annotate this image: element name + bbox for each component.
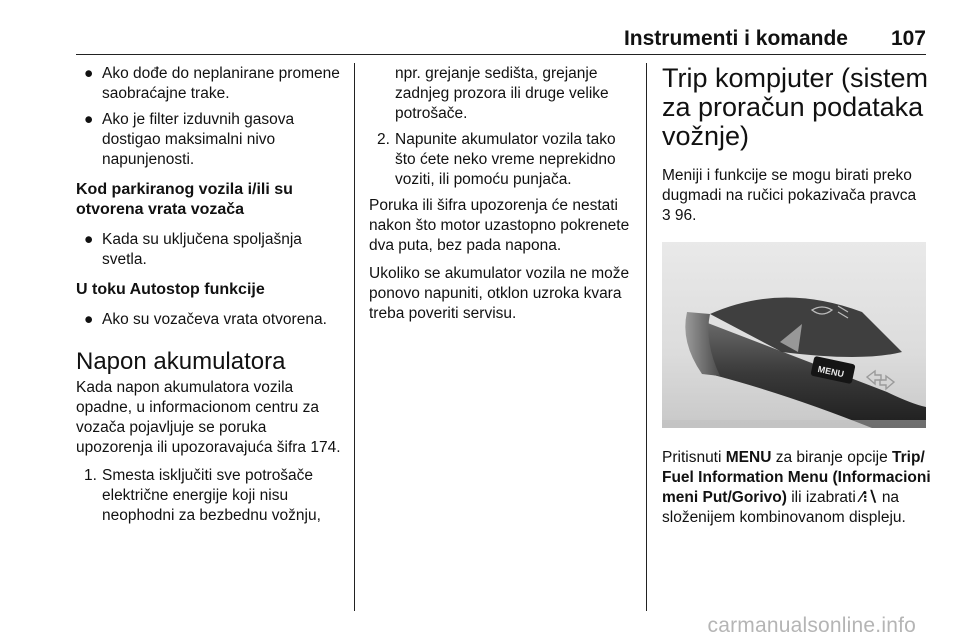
- header-title: Instrumenti i komande: [623, 27, 848, 50]
- menu-label: MENU: [725, 449, 772, 466]
- column-divider-1: [354, 63, 355, 611]
- bullet-icon: ●: [84, 111, 94, 128]
- step-2: 2. Napunite akumulator vozila tako što ćete neko vreme neprekidno voziti, ili pomoću punjača.: [377, 131, 616, 188]
- list-item: ● Kada su uključena spoljašnja svetla.: [84, 231, 302, 268]
- page-reference: 3 96.: [662, 207, 697, 224]
- menu-option-label: Trip/ Fuel Information Menu (Informacioni meni Put/Gorivo): [662, 449, 931, 506]
- menu-button-label: MENU: [816, 363, 845, 380]
- section-heading-trip-computer: Trip kompjuter (sistem za proračun podataka vožnje): [662, 63, 929, 151]
- bullet-icon: ●: [84, 311, 94, 328]
- intro-paragraph: Meniji i funkcije se mogu birati preko dugmadi na ručici pokazivača pravca 3 96.: [662, 167, 917, 224]
- battery-paragraph: Kada napon akumulatora vozila opadne, u informacionom centru za vozača pojavljuje se poruka upozorenja ili upozoravajuća šifra 174.: [76, 379, 341, 456]
- turn-signal-lever-photo: [662, 242, 926, 428]
- list-item: ● Ako dođe do neplanirane promene saobraćajne trake.: [84, 65, 340, 102]
- trip-symbol-icon: ⁄⁝∖: [860, 489, 878, 506]
- column-divider-2: [646, 63, 647, 611]
- column-1: [76, 64, 346, 532]
- page-number: 107: [890, 27, 926, 50]
- step-1-continued: npr. grejanje sedišta, grejanje zadnjeg prozora ili druge velike potrošače.: [395, 65, 609, 122]
- page-header: [76, 22, 926, 55]
- subheading-parked: Kod parkiranog vozila i/ili su otvorena vrata vozača: [76, 181, 293, 218]
- column-3: [662, 64, 932, 536]
- watermark: carmanualsonline.info: [707, 614, 916, 637]
- caption-paragraph: Pritisnuti MENU za biranje opcije Trip/ Fuel Information Menu (Informacioni meni Put/Gorivo) ili izabrati ⁄⁝∖ na složenijem kombinovanom displeju.: [662, 449, 931, 526]
- list-item: ● Ako je filter izduvnih gasova dostigao maksimalni nivo napunjenosti.: [84, 111, 295, 168]
- list-item: ● Ako su vozačeva vrata otvorena.: [84, 311, 327, 328]
- warning-paragraph: Poruka ili šifra upozorenja će nestati nakon što motor uzastopno pokrenete dva puta, bez pada napona.: [369, 197, 630, 254]
- column-2: [369, 64, 639, 332]
- step-1: 1. Smesta isključiti sve potrošače električne energije koji nisu neophodni za bezbednu vožnju,: [84, 467, 321, 524]
- bullet-icon: ●: [84, 231, 94, 248]
- bullet-icon: ●: [84, 65, 94, 82]
- section-heading-battery: Napon akumulatora: [76, 348, 286, 375]
- subheading-autostop: U toku Autostop funkcije: [76, 281, 265, 298]
- service-paragraph: Ukoliko se akumulator vozila ne može ponovo napuniti, otklon uzroka kvara treba poveriti servisu.: [369, 265, 630, 322]
